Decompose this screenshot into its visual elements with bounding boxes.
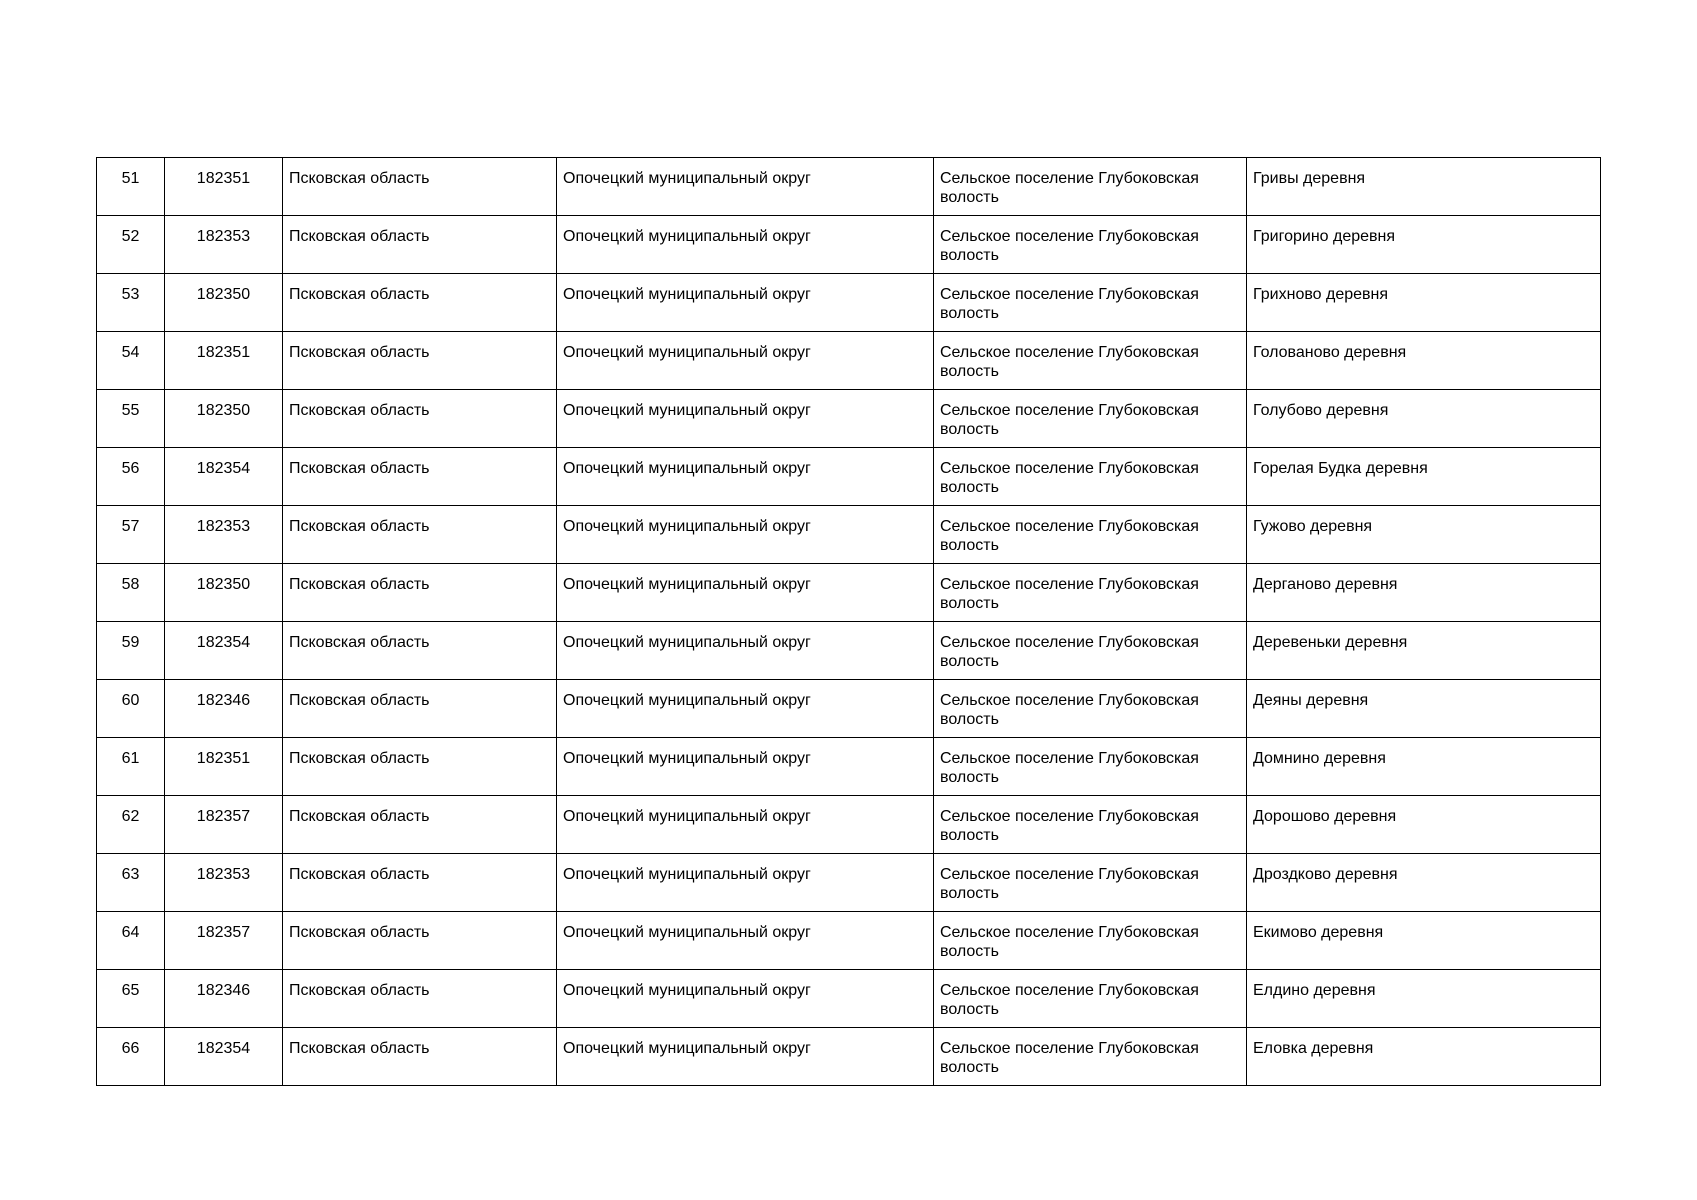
settlement-cell: Сельское поселение Глубоковская волость bbox=[934, 274, 1247, 332]
district-cell: Опочецкий муниципальный округ bbox=[557, 332, 934, 390]
row-number-cell: 63 bbox=[97, 854, 165, 912]
postal-code-cell: 182351 bbox=[165, 738, 283, 796]
settlement-cell: Сельское поселение Глубоковская волость bbox=[934, 622, 1247, 680]
region-cell: Псковская область bbox=[283, 274, 557, 332]
settlement-cell: Сельское поселение Глубоковская волость bbox=[934, 680, 1247, 738]
postal-code-cell: 182346 bbox=[165, 680, 283, 738]
settlement-cell: Сельское поселение Глубоковская волость bbox=[934, 564, 1247, 622]
settlement-cell: Сельское поселение Глубоковская волость bbox=[934, 216, 1247, 274]
postal-code-cell: 182354 bbox=[165, 448, 283, 506]
locality-cell: Деревеньки деревня bbox=[1247, 622, 1601, 680]
settlement-cell: Сельское поселение Глубоковская волость bbox=[934, 506, 1247, 564]
locality-cell: Еловка деревня bbox=[1247, 1028, 1601, 1086]
table-row bbox=[97, 738, 1601, 796]
district-cell: Опочецкий муниципальный округ bbox=[557, 738, 934, 796]
postal-code-cell: 182351 bbox=[165, 332, 283, 390]
region-cell: Псковская область bbox=[283, 1028, 557, 1086]
district-cell: Опочецкий муниципальный округ bbox=[557, 796, 934, 854]
row-number-cell: 64 bbox=[97, 912, 165, 970]
postal-code-cell: 182351 bbox=[165, 158, 283, 216]
region-cell: Псковская область bbox=[283, 912, 557, 970]
postal-code-cell: 182350 bbox=[165, 390, 283, 448]
table-row bbox=[97, 274, 1601, 332]
locality-cell: Грихново деревня bbox=[1247, 274, 1601, 332]
row-number-cell: 56 bbox=[97, 448, 165, 506]
settlement-cell: Сельское поселение Глубоковская волость bbox=[934, 332, 1247, 390]
region-cell: Псковская область bbox=[283, 506, 557, 564]
row-number-cell: 60 bbox=[97, 680, 165, 738]
settlement-cell: Сельское поселение Глубоковская волость bbox=[934, 158, 1247, 216]
postal-code-cell: 182353 bbox=[165, 216, 283, 274]
row-number-cell: 58 bbox=[97, 564, 165, 622]
row-number-cell: 57 bbox=[97, 506, 165, 564]
row-number-cell: 52 bbox=[97, 216, 165, 274]
district-cell: Опочецкий муниципальный округ bbox=[557, 564, 934, 622]
postal-code-cell: 182357 bbox=[165, 912, 283, 970]
settlement-cell: Сельское поселение Глубоковская волость bbox=[934, 970, 1247, 1028]
region-cell: Псковская область bbox=[283, 680, 557, 738]
postal-code-cell: 182357 bbox=[165, 796, 283, 854]
settlement-cell: Сельское поселение Глубоковская волость bbox=[934, 738, 1247, 796]
settlement-cell: Сельское поселение Глубоковская волость bbox=[934, 912, 1247, 970]
table-row bbox=[97, 506, 1601, 564]
district-cell: Опочецкий муниципальный округ bbox=[557, 1028, 934, 1086]
postal-code-cell: 182353 bbox=[165, 506, 283, 564]
district-cell: Опочецкий муниципальный округ bbox=[557, 506, 934, 564]
row-number-cell: 59 bbox=[97, 622, 165, 680]
district-cell: Опочецкий муниципальный округ bbox=[557, 158, 934, 216]
district-cell: Опочецкий муниципальный округ bbox=[557, 216, 934, 274]
table-row bbox=[97, 332, 1601, 390]
settlement-cell: Сельское поселение Глубоковская волость bbox=[934, 1028, 1247, 1086]
table-row bbox=[97, 448, 1601, 506]
row-number-cell: 66 bbox=[97, 1028, 165, 1086]
district-cell: Опочецкий муниципальный округ bbox=[557, 854, 934, 912]
locality-cell: Дроздково деревня bbox=[1247, 854, 1601, 912]
row-number-cell: 55 bbox=[97, 390, 165, 448]
address-table bbox=[96, 157, 1601, 1086]
locality-cell: Деяны деревня bbox=[1247, 680, 1601, 738]
region-cell: Псковская область bbox=[283, 564, 557, 622]
table-row bbox=[97, 680, 1601, 738]
row-number-cell: 61 bbox=[97, 738, 165, 796]
postal-code-cell: 182354 bbox=[165, 1028, 283, 1086]
region-cell: Псковская область bbox=[283, 854, 557, 912]
locality-cell: Гужово деревня bbox=[1247, 506, 1601, 564]
settlement-cell: Сельское поселение Глубоковская волость bbox=[934, 854, 1247, 912]
table-row bbox=[97, 970, 1601, 1028]
address-table-body bbox=[97, 158, 1601, 1086]
locality-cell: Домнино деревня bbox=[1247, 738, 1601, 796]
table-row bbox=[97, 622, 1601, 680]
locality-cell: Елдино деревня bbox=[1247, 970, 1601, 1028]
district-cell: Опочецкий муниципальный округ bbox=[557, 622, 934, 680]
district-cell: Опочецкий муниципальный округ bbox=[557, 970, 934, 1028]
region-cell: Псковская область bbox=[283, 332, 557, 390]
locality-cell: Голованово деревня bbox=[1247, 332, 1601, 390]
settlement-cell: Сельское поселение Глубоковская волость bbox=[934, 448, 1247, 506]
region-cell: Псковская область bbox=[283, 390, 557, 448]
row-number-cell: 65 bbox=[97, 970, 165, 1028]
region-cell: Псковская область bbox=[283, 796, 557, 854]
postal-code-cell: 182346 bbox=[165, 970, 283, 1028]
locality-cell: Гривы деревня bbox=[1247, 158, 1601, 216]
settlement-cell: Сельское поселение Глубоковская волость bbox=[934, 390, 1247, 448]
postal-code-cell: 182350 bbox=[165, 564, 283, 622]
district-cell: Опочецкий муниципальный округ bbox=[557, 274, 934, 332]
table-row bbox=[97, 216, 1601, 274]
table-row bbox=[97, 564, 1601, 622]
table-row bbox=[97, 854, 1601, 912]
row-number-cell: 53 bbox=[97, 274, 165, 332]
row-number-cell: 54 bbox=[97, 332, 165, 390]
postal-code-cell: 182354 bbox=[165, 622, 283, 680]
locality-cell: Екимово деревня bbox=[1247, 912, 1601, 970]
table-row bbox=[97, 158, 1601, 216]
table-row bbox=[97, 390, 1601, 448]
region-cell: Псковская область bbox=[283, 738, 557, 796]
locality-cell: Григорино деревня bbox=[1247, 216, 1601, 274]
locality-cell: Дерганово деревня bbox=[1247, 564, 1601, 622]
district-cell: Опочецкий муниципальный округ bbox=[557, 680, 934, 738]
table-row bbox=[97, 1028, 1601, 1086]
district-cell: Опочецкий муниципальный округ bbox=[557, 448, 934, 506]
region-cell: Псковская область bbox=[283, 216, 557, 274]
locality-cell: Дорошово деревня bbox=[1247, 796, 1601, 854]
region-cell: Псковская область bbox=[283, 970, 557, 1028]
locality-cell: Горелая Будка деревня bbox=[1247, 448, 1601, 506]
region-cell: Псковская область bbox=[283, 448, 557, 506]
postal-code-cell: 182353 bbox=[165, 854, 283, 912]
postal-code-cell: 182350 bbox=[165, 274, 283, 332]
region-cell: Псковская область bbox=[283, 158, 557, 216]
row-number-cell: 62 bbox=[97, 796, 165, 854]
settlement-cell: Сельское поселение Глубоковская волость bbox=[934, 796, 1247, 854]
district-cell: Опочецкий муниципальный округ bbox=[557, 390, 934, 448]
region-cell: Псковская область bbox=[283, 622, 557, 680]
row-number-cell: 51 bbox=[97, 158, 165, 216]
district-cell: Опочецкий муниципальный округ bbox=[557, 912, 934, 970]
table-row bbox=[97, 912, 1601, 970]
locality-cell: Голубово деревня bbox=[1247, 390, 1601, 448]
table-row bbox=[97, 796, 1601, 854]
